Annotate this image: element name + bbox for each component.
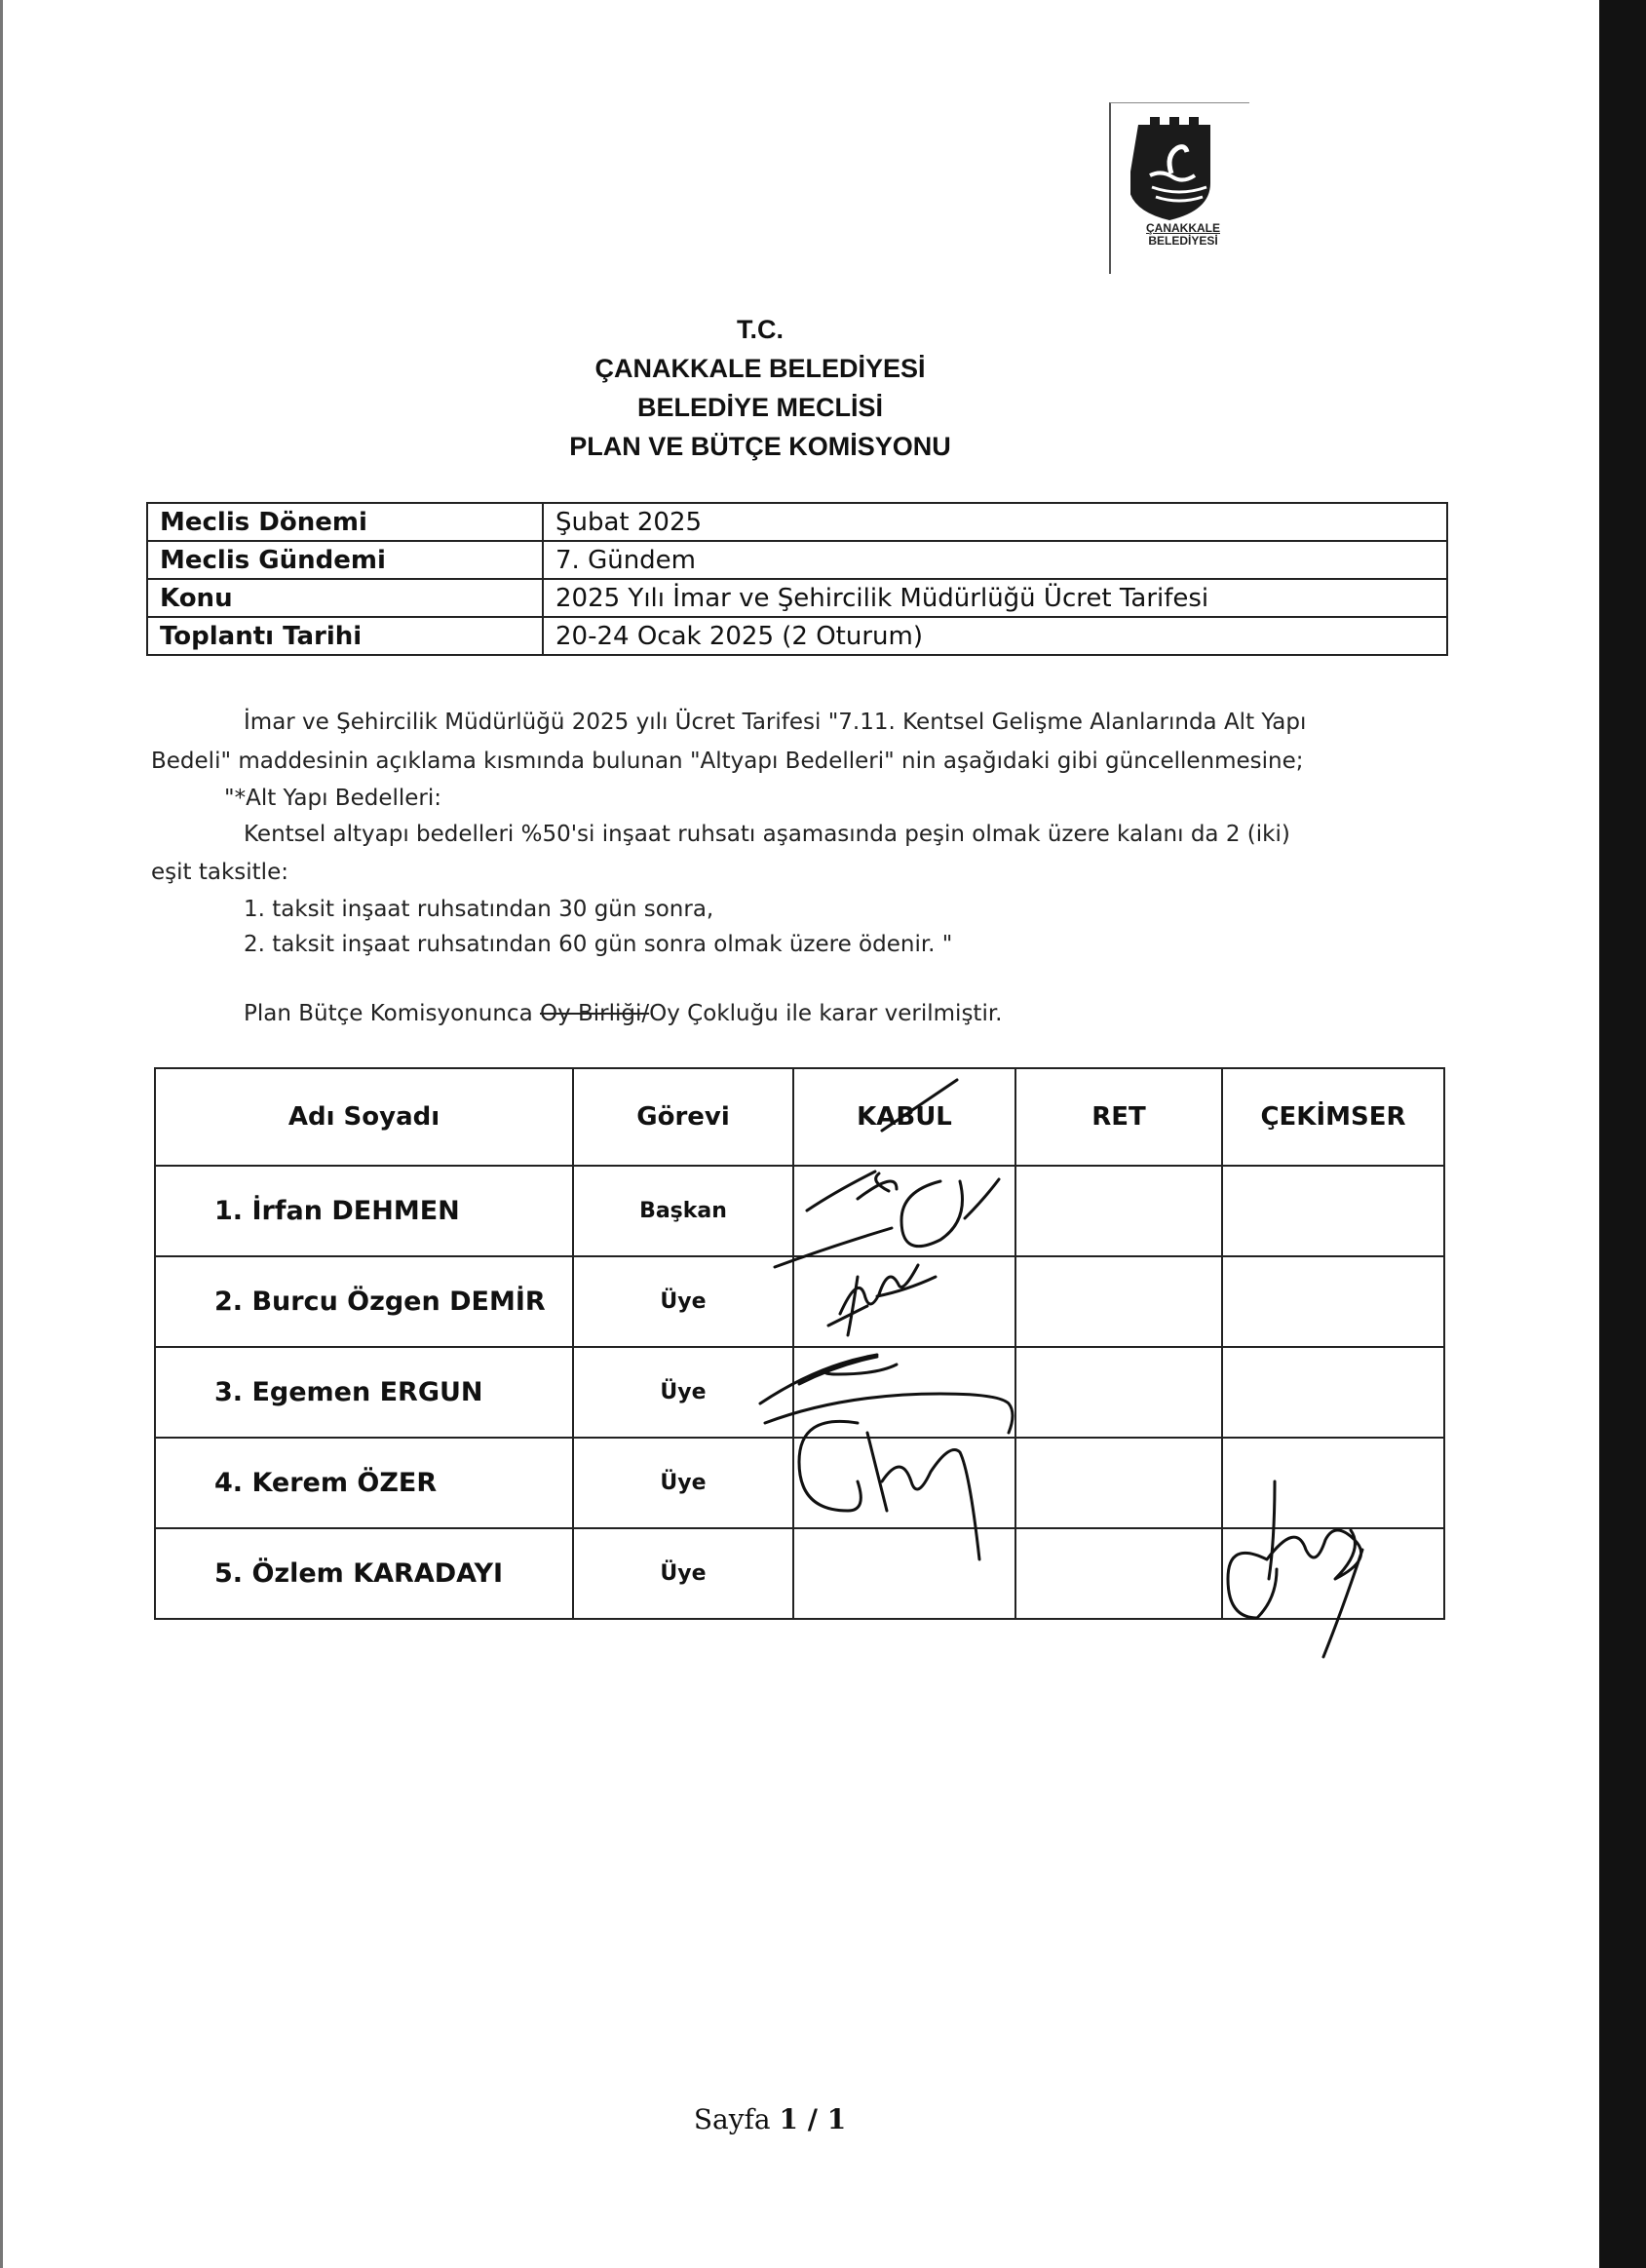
body-paragraph-line: Kentsel altyapı bedelleri %50'si inşaat ruhsatı aşamasında peşin olmak üzere kalanı da 2 (iki) <box>244 822 1290 847</box>
accept-cell <box>793 1256 1015 1347</box>
info-value: 7. Gündem <box>543 541 1447 579</box>
footer-prefix: Sayfa <box>693 2103 780 2135</box>
info-value: Şubat 2025 <box>543 503 1447 541</box>
reject-cell <box>1015 1347 1222 1438</box>
body-paragraph-line: eşit taksitle: <box>151 860 288 885</box>
accept-cell <box>793 1166 1015 1256</box>
abstain-cell <box>1222 1528 1444 1619</box>
member-name: 2. Burcu Özgen DEMİR <box>155 1256 573 1347</box>
decision-struck-option: Oy Birliği/ <box>539 1001 650 1026</box>
decision-suffix: Oy Çokluğu ile karar verilmiştir. <box>649 1001 1003 1026</box>
abstain-cell <box>1222 1347 1444 1438</box>
castle-swan-emblem-icon <box>1130 115 1228 222</box>
info-row <box>147 541 1447 579</box>
member-role: Üye <box>573 1438 793 1528</box>
table-row <box>155 1347 1444 1438</box>
document-header <box>0 310 1520 466</box>
vote-table <box>154 1067 1445 1620</box>
accept-cell <box>793 1438 1015 1528</box>
header-line: ÇANAKKALE BELEDİYESİ <box>594 354 926 383</box>
info-row <box>147 579 1447 617</box>
page-footer <box>0 2103 1540 2135</box>
municipality-logo <box>1109 102 1249 274</box>
header-line: PLAN VE BÜTÇE KOMİSYONU <box>569 432 951 461</box>
member-role: Başkan <box>573 1166 793 1256</box>
col-header-name: Adı Soyadı <box>155 1068 573 1166</box>
info-value: 20-24 Ocak 2025 (2 Oturum) <box>543 617 1447 655</box>
body-paragraph-line: İmar ve Şehircilik Müdürlüğü 2025 yılı Ücret Tarifesi "7.11. Kentsel Gelişme Alanlarında Alt Yapı <box>244 710 1307 735</box>
info-row <box>147 617 1447 655</box>
member-role: Üye <box>573 1528 793 1619</box>
installment-item: 1. taksit inşaat ruhsatından 30 gün sonra, <box>244 897 714 922</box>
col-header-role: Görevi <box>573 1068 793 1166</box>
page-number: 1 / 1 <box>779 2103 847 2135</box>
info-row <box>147 503 1447 541</box>
member-name: 3. Egemen ERGUN <box>155 1347 573 1438</box>
member-role: Üye <box>573 1256 793 1347</box>
reject-cell <box>1015 1528 1222 1619</box>
col-header-abstain: ÇEKİMSER <box>1222 1068 1444 1166</box>
col-header-accept: KABUL <box>793 1068 1015 1166</box>
abstain-cell <box>1222 1256 1444 1347</box>
scan-right-edge <box>1599 0 1646 2268</box>
decision-statement <box>244 1001 1472 1026</box>
reject-cell <box>1015 1256 1222 1347</box>
reject-cell <box>1015 1438 1222 1528</box>
vote-header-row <box>155 1068 1444 1166</box>
table-row <box>155 1438 1444 1528</box>
col-header-reject: RET <box>1015 1068 1222 1166</box>
meeting-info-table <box>146 502 1448 656</box>
member-name: 5. Özlem KARADAYI <box>155 1528 573 1619</box>
info-key: Konu <box>147 579 543 617</box>
logo-caption <box>1134 222 1232 248</box>
decision-prefix: Plan Bütçe Komisyonunca <box>244 1001 540 1026</box>
accept-cell <box>793 1528 1015 1619</box>
reject-cell <box>1015 1166 1222 1256</box>
quote-title: "*Alt Yapı Bedelleri: <box>224 786 442 811</box>
installment-item: 2. taksit inşaat ruhsatından 60 gün sonra olmak üzere ödenir. " <box>244 932 953 957</box>
info-key: Toplantı Tarihi <box>147 617 543 655</box>
abstain-cell <box>1222 1438 1444 1528</box>
table-row <box>155 1528 1444 1619</box>
member-role: Üye <box>573 1347 793 1438</box>
table-row <box>155 1166 1444 1256</box>
table-row <box>155 1256 1444 1347</box>
header-line: T.C. <box>736 315 784 344</box>
header-line: BELEDİYE MECLİSİ <box>636 393 884 422</box>
info-value: 2025 Yılı İmar ve Şehircilik Müdürlüğü Ücret Tarifesi <box>543 579 1447 617</box>
accept-cell <box>793 1347 1015 1438</box>
info-key: Meclis Gündemi <box>147 541 543 579</box>
abstain-cell <box>1222 1166 1444 1256</box>
info-key: Meclis Dönemi <box>147 503 543 541</box>
body-paragraph-line: Bedeli" maddesinin açıklama kısmında bulunan "Altyapı Bedelleri" nin aşağıdaki gibi güncellenmesine; <box>151 749 1304 774</box>
logo-caption-line2: BELEDİYESİ <box>1148 234 1218 248</box>
member-name: 1. İrfan DEHMEN <box>155 1166 573 1256</box>
member-name: 4. Kerem ÖZER <box>155 1438 573 1528</box>
logo-caption-line1: ÇANAKKALE <box>1146 221 1220 235</box>
